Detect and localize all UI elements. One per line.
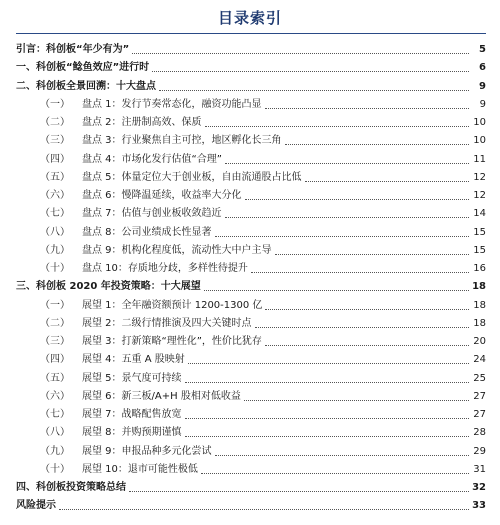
toc-entry-label: 四、科创板投资策略总结 xyxy=(16,482,126,493)
toc-entry-label: 展望 3：打新策略“理性化”，性价比犹存 xyxy=(82,336,262,347)
toc-entry-page: 31 xyxy=(473,463,486,475)
toc-entry[interactable] xyxy=(40,223,486,241)
toc-entry-number: （三） xyxy=(40,336,70,347)
toc-entry[interactable] xyxy=(40,204,486,222)
toc-entry-number: （一） xyxy=(40,299,70,311)
toc-entry-label: 盘点 10：存质地分歧，多样性待提升 xyxy=(82,263,248,274)
toc-leader-dots xyxy=(265,309,469,310)
toc-leader-dots xyxy=(152,71,469,72)
toc-leader-dots xyxy=(251,272,469,273)
toc-entry[interactable] xyxy=(16,40,486,58)
toc-entry-label: 盘点 2：注册制高效、保质 xyxy=(82,117,202,128)
toc-entry-number: （四） xyxy=(40,153,70,165)
toc-entry-page: 33 xyxy=(472,500,486,512)
toc-entry-page: 27 xyxy=(473,409,486,420)
toc-entry-label: 盘点 9：机构化程度低，流动性大中户主导 xyxy=(82,244,272,256)
toc-leader-dots xyxy=(204,290,469,291)
toc-entry-page: 29 xyxy=(473,445,486,457)
toc-leader-dots xyxy=(129,491,469,492)
toc-entry-page: 28 xyxy=(473,427,486,439)
toc-leader-dots xyxy=(201,473,469,474)
toc-entry-number: （八） xyxy=(40,226,70,238)
toc-entry-label: 盘点 5：体量定位大于创业板，自由流通股占比低 xyxy=(82,171,302,183)
toc-entry-number: （二） xyxy=(40,317,70,329)
toc-entry[interactable] xyxy=(40,405,486,423)
toc-entry-number: （九） xyxy=(40,445,70,457)
toc-entry-page: 5 xyxy=(479,44,486,55)
toc-entry-number: （七） xyxy=(40,208,70,220)
toc-leader-dots xyxy=(285,144,469,145)
toc-leader-dots xyxy=(132,53,469,54)
toc-entry-label: 盘点 4：市场化发行估值“合理” xyxy=(82,153,222,165)
toc-entry-page: 12 xyxy=(473,171,486,183)
toc-entry-label: 三、科创板 2020 年投资策略：十大展望 xyxy=(16,281,201,293)
toc-entry[interactable] xyxy=(40,186,486,204)
toc-leader-dots xyxy=(159,90,469,91)
toc-entry-label: 展望 10：退市可能性极低 xyxy=(82,463,198,475)
toc-entry[interactable] xyxy=(40,259,486,277)
toc-leader-dots xyxy=(255,327,469,328)
toc-entry-number: （一） xyxy=(40,98,70,110)
title-divider xyxy=(16,33,486,34)
page-title: 目录索引 xyxy=(217,9,282,27)
toc-entry[interactable] xyxy=(40,332,486,350)
toc-entry-number: （二） xyxy=(40,117,70,128)
toc-entry-page: 15 xyxy=(473,244,486,256)
toc-entry[interactable] xyxy=(40,296,486,314)
toc-entry-number: （十） xyxy=(40,463,70,475)
toc-entry-page: 27 xyxy=(473,390,486,402)
toc-leader-dots xyxy=(225,217,469,218)
toc-entry-label: 盘点 6：慢降温延续，收益率大分化 xyxy=(82,190,242,201)
toc-entry-page: 24 xyxy=(473,354,486,366)
toc-entry-number: （八） xyxy=(40,427,70,439)
toc-entry-page: 12 xyxy=(473,190,486,201)
toc-entry-label: 展望 6：新三板/A+H 股相对低收益 xyxy=(82,390,241,402)
toc-entry[interactable] xyxy=(40,423,486,441)
toc-entry-page: 11 xyxy=(473,153,486,165)
toc-leader-dots xyxy=(188,363,469,364)
toc-entry-page: 14 xyxy=(473,208,486,220)
toc-entry-number: （十） xyxy=(40,263,70,274)
toc-leader-dots xyxy=(245,199,469,200)
toc-entry-number: （三） xyxy=(40,135,70,147)
toc-entry-number: （五） xyxy=(40,171,70,183)
toc-entry[interactable] xyxy=(40,314,486,332)
toc-entry-page: 20 xyxy=(473,336,486,347)
toc-entry[interactable] xyxy=(40,460,486,478)
toc-entry-number: （九） xyxy=(40,244,70,256)
toc-entry[interactable] xyxy=(40,369,486,387)
toc-entry-page: 18 xyxy=(473,299,486,311)
toc-leader-dots xyxy=(185,418,469,419)
toc-entry[interactable] xyxy=(40,350,486,368)
toc-entry-page: 10 xyxy=(473,117,486,128)
toc-entry-page: 10 xyxy=(473,135,486,147)
toc-entry[interactable] xyxy=(40,95,486,113)
toc-entry-label: 二、科创板全景回溯：十大盘点 xyxy=(16,80,156,92)
toc-entry-page: 25 xyxy=(473,372,486,384)
toc-entry-page: 16 xyxy=(473,263,486,274)
toc-entry-label: 盘点 1：发行节奏常态化，融资功能凸显 xyxy=(82,98,262,110)
toc-entry[interactable] xyxy=(40,131,486,149)
toc-leader-dots xyxy=(265,108,469,109)
toc-entry-label: 风险提示 xyxy=(16,500,56,512)
toc-entry-page: 6 xyxy=(479,62,486,74)
toc-entry-label: 展望 1：全年融资额预计 1200-1300 亿 xyxy=(82,299,263,311)
toc-entry[interactable] xyxy=(16,496,486,514)
toc-entry-page: 18 xyxy=(472,281,486,293)
toc-leader-dots xyxy=(265,345,469,346)
toc-entry-label: 引言：科创板“年少有为” xyxy=(16,44,130,55)
toc-entry[interactable] xyxy=(16,77,486,95)
toc-entry-page: 15 xyxy=(473,226,486,238)
toc-entry-number: （四） xyxy=(40,354,70,366)
toc-entry-page: 9 xyxy=(479,98,486,110)
toc-entry-label: 展望 7：战略配售放宽 xyxy=(82,409,182,420)
toc-leader-dots xyxy=(205,126,469,127)
toc-entry-number: （六） xyxy=(40,390,70,402)
toc-entry-label: 盘点 3：行业聚焦自主可控，地区孵化长三角 xyxy=(82,135,282,147)
toc-entry-label: 展望 4：五重 A 股映射 xyxy=(82,354,185,366)
toc-entry-label: 展望 9：申报品种多元化尝试 xyxy=(82,445,212,457)
toc-leader-dots xyxy=(244,400,469,401)
toc-entry-page: 18 xyxy=(473,317,486,329)
toc-leader-dots xyxy=(225,163,469,164)
toc-entry-page: 9 xyxy=(479,80,486,92)
toc-leader-dots xyxy=(185,382,469,383)
toc-entry[interactable] xyxy=(40,168,486,186)
toc-entry-number: （五） xyxy=(40,372,70,384)
toc-entry-number: （七） xyxy=(40,409,70,420)
toc-entry-page: 32 xyxy=(472,482,486,493)
toc-entry-label: 展望 8：并购预期谨慎 xyxy=(82,427,182,439)
toc-leader-dots xyxy=(215,455,469,456)
toc-entry[interactable] xyxy=(40,113,486,131)
toc-leader-dots xyxy=(305,181,469,182)
toc-leader-dots xyxy=(59,509,469,510)
toc-entry-label: 一、科创板“鲶鱼效应”进行时 xyxy=(16,62,150,74)
toc-entry[interactable] xyxy=(16,478,486,496)
toc-entry[interactable] xyxy=(40,442,486,460)
toc-leader-dots xyxy=(185,436,469,437)
toc-entry[interactable] xyxy=(40,387,486,405)
toc-entry-number: （六） xyxy=(40,190,70,201)
toc-entry[interactable] xyxy=(40,150,486,168)
toc-entry-label: 盘点 8：公司业绩成长性显著 xyxy=(82,226,212,238)
toc-entry-label: 展望 2：二级行情推演及四大关键时点 xyxy=(82,317,252,329)
toc-entry-label: 展望 5：景气度可持续 xyxy=(82,372,182,384)
toc-entry[interactable] xyxy=(16,58,486,76)
toc-leader-dots xyxy=(275,254,469,255)
toc-entry[interactable] xyxy=(16,277,486,295)
toc-entry[interactable] xyxy=(40,241,486,259)
toc-entry-label: 盘点 7：估值与创业板收敛趋近 xyxy=(82,208,222,220)
toc-leader-dots xyxy=(215,236,469,237)
